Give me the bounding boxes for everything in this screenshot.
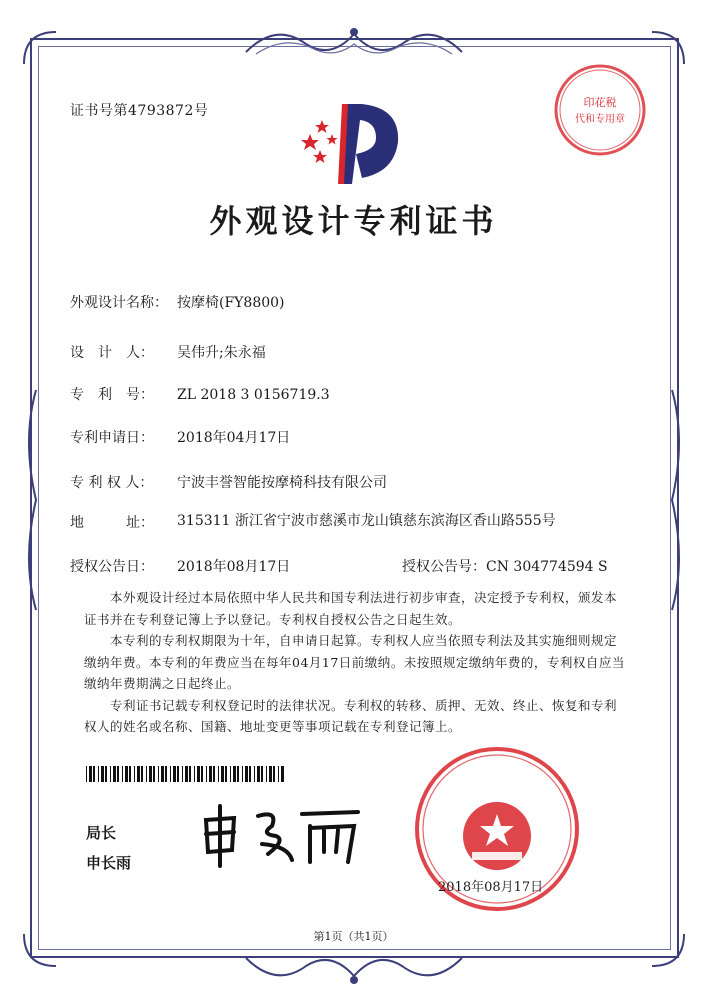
stamp-duty-seal-text-2: 代和专用章 xyxy=(575,114,625,125)
barcode-bar xyxy=(242,766,243,782)
left-ornament xyxy=(20,380,46,620)
patent-number-label: 专 利 号： xyxy=(70,387,154,403)
filing-date-row xyxy=(70,427,290,447)
patentee-row xyxy=(70,472,387,492)
body-paragraph-1: 本外观设计经过本局依照中华人民共和国专利法进行初步审查，决定授予专利权，颁发本证书并在专利登记簿上予以登记。专利权自授权公告之日起生效。 xyxy=(84,590,618,627)
barcode-bar xyxy=(165,766,167,782)
barcode-bar xyxy=(158,766,159,782)
barcode-bar xyxy=(213,766,215,782)
barcode-bar xyxy=(137,766,140,782)
address-value: 315311 浙江省宁波市慈溪市龙山镇慈东滨海区香山路555号 xyxy=(177,513,556,529)
barcode-bar xyxy=(86,766,87,782)
stamp-duty-seal-text-1: 印花税 xyxy=(583,96,617,109)
barcode-bar xyxy=(221,766,224,782)
publication-date-row xyxy=(70,556,290,576)
designer-label: 设 计 人： xyxy=(70,345,154,361)
patent-office-logo xyxy=(290,98,410,190)
barcode-bar xyxy=(230,766,231,782)
barcode-bar xyxy=(189,766,191,782)
barcode-bar xyxy=(122,766,123,782)
address-row xyxy=(70,512,177,532)
right-ornament xyxy=(662,380,688,620)
publication-number-row xyxy=(402,556,608,576)
barcode-bar xyxy=(101,766,104,782)
bottom-ornament xyxy=(236,950,472,990)
publication-date-label: 授权公告日： xyxy=(70,559,154,575)
barcode-bar xyxy=(257,766,260,782)
barcode-bar xyxy=(134,766,135,782)
designer-row xyxy=(70,342,266,362)
barcode-bar xyxy=(185,766,188,782)
barcode-bar xyxy=(117,766,119,782)
barcode-bar xyxy=(249,766,251,782)
top-ornament xyxy=(236,22,472,62)
barcode-bar xyxy=(125,766,128,782)
barcode-bar xyxy=(233,766,236,782)
barcode-bar xyxy=(237,766,239,782)
barcode-bar xyxy=(173,766,176,782)
filing-date-label: 专利申请日： xyxy=(70,430,154,446)
barcode-bar xyxy=(273,766,275,782)
designer-value: 吴伟升;朱永福 xyxy=(177,345,266,361)
publication-number-value: CN 304774594 S xyxy=(486,559,608,575)
handwritten-signature xyxy=(198,800,368,870)
body-paragraph-2: 本专利的专利权期限为十年，自申请日起算。专利权人应当依照专利法及其实施细则规定缴纳年费。本专利的年费应当在每年04月17日前缴纳。未按照规定缴纳年费的，专利权自应当缴纳年费期满之日起终止。 xyxy=(84,633,625,691)
barcode-bar xyxy=(161,766,164,782)
signatory-title: 局长 xyxy=(86,824,117,842)
barcode-bar xyxy=(278,766,279,782)
barcode-bar xyxy=(141,766,143,782)
stamp-duty-seal xyxy=(552,62,648,158)
page-footer: 第1页（共1页） xyxy=(313,930,394,943)
barcode-bar xyxy=(149,766,152,782)
body-paragraph-3: 专利证书记载专利权登记时的法律状况。专利权的转移、质押、无效、终止、恢复和专利权人的姓名或名称、国籍、地址变更等事项记载在专利登记簿上。 xyxy=(84,697,618,734)
barcode-bar xyxy=(218,766,219,782)
barcode-bar xyxy=(98,766,99,782)
barcode-bar xyxy=(281,766,284,782)
publication-date-value: 2018年08月17日 xyxy=(177,559,291,575)
certificate-title: 外观设计专利证书 xyxy=(209,202,498,240)
barcode-bar xyxy=(113,766,116,782)
design-name-label: 外观设计名称： xyxy=(70,295,168,311)
barcode-bar xyxy=(153,766,155,782)
barcode-bar xyxy=(201,766,203,782)
barcode-bar xyxy=(206,766,207,782)
patent-number-value: ZL 2018 3 0156719.3 xyxy=(177,387,330,403)
barcode-bar xyxy=(89,766,92,782)
signatory-name: 申长雨 xyxy=(86,854,132,872)
barcode-bar xyxy=(194,766,195,782)
design-name-value: 按摩椅(FY8800) xyxy=(177,295,285,311)
barcode-bar xyxy=(225,766,227,782)
address-label: 地 址： xyxy=(70,515,154,531)
barcode-bar xyxy=(177,766,179,782)
filing-date-value: 2018年04月17日 xyxy=(177,430,291,446)
barcode-bar xyxy=(105,766,107,782)
barcode-bar xyxy=(182,766,183,782)
patentee-label: 专 利 权 人： xyxy=(70,475,154,491)
corner-ornament-tl xyxy=(20,28,60,68)
patentee-value: 宁波丰誉智能按摩椅科技有限公司 xyxy=(177,475,387,491)
certificate-number: 证书号第4793872号 xyxy=(70,103,209,119)
barcode-bar xyxy=(129,766,131,782)
barcode-bar xyxy=(110,766,111,782)
barcode xyxy=(86,766,286,782)
publication-number-label: 授权公告号： xyxy=(402,559,486,575)
barcode-bar xyxy=(266,766,267,782)
barcode-bar xyxy=(170,766,171,782)
barcode-bar xyxy=(261,766,263,782)
barcode-bar xyxy=(245,766,248,782)
barcode-bar xyxy=(93,766,95,782)
patent-number-row xyxy=(70,384,330,404)
barcode-bar xyxy=(209,766,212,782)
barcode-bar xyxy=(254,766,255,782)
barcode-bar xyxy=(197,766,200,782)
certificate-body xyxy=(84,587,628,738)
design-name-row xyxy=(70,292,285,312)
barcode-bar xyxy=(269,766,272,782)
seal-date: 2018年08月17日 xyxy=(438,880,544,895)
barcode-bar xyxy=(146,766,147,782)
corner-ornament-tr xyxy=(648,28,688,68)
